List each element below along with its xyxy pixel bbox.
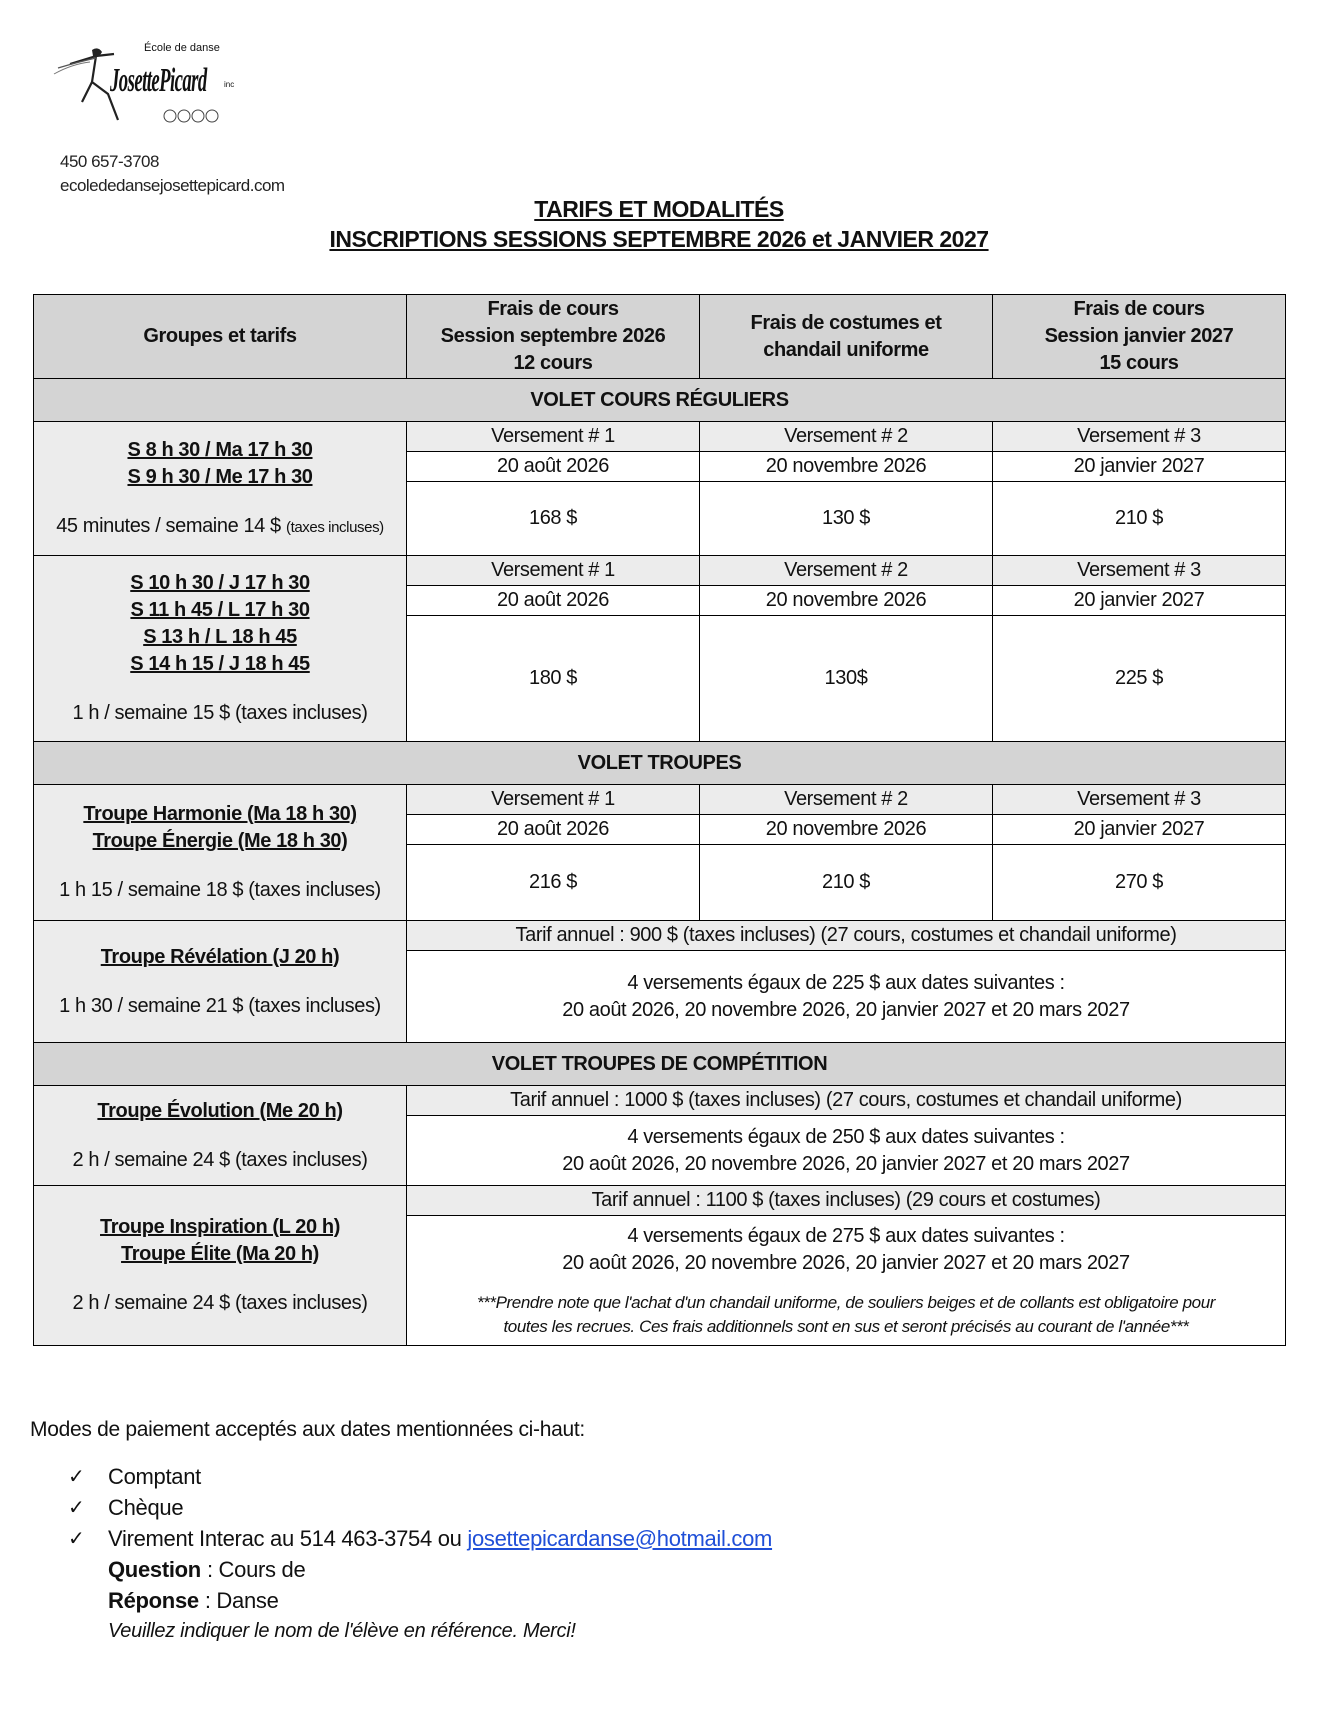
website-address: ecolededansejosettepicard.com [60, 176, 285, 195]
answer-value: : Danse [204, 1587, 279, 1613]
section-regular: VOLET COURS RÉGULIERS [34, 379, 1286, 422]
installment-date: 20 août 2026 [407, 452, 700, 482]
section-competition: VOLET TROUPES DE COMPÉTITION [34, 1043, 1286, 1086]
recruit-note: ***Prendre note que l'achat d'un chandail uniforme, de souliers beiges et de collants est obligatoire pour [476, 1292, 1216, 1312]
price-cell: 225 $ [993, 616, 1286, 742]
group-cell-troupe-1 [34, 785, 407, 921]
group-rate: 1 h / semaine 15 $ (taxes incluses) [72, 702, 368, 724]
installment-label: Versement # 1 [407, 422, 700, 452]
group-name: Troupe Évolution (Me 20 h) [97, 1099, 343, 1122]
payment-plan-dates: 20 août 2026, 20 novembre 2026, 20 janvier 2027 et 20 mars 2027 [562, 1251, 1130, 1274]
group-schedule: S 8 h 30 / Ma 17 h 30 [127, 438, 313, 461]
table-row [34, 1186, 1286, 1216]
installment-label: Versement # 2 [700, 785, 993, 815]
section-troupes: VOLET TROUPES [34, 742, 1286, 785]
group-cell-comp-1 [34, 1086, 407, 1186]
reference-note: Veuillez indiquer le nom de l'élève en référence. Merci! [108, 1620, 576, 1642]
page-subtitle: INSCRIPTIONS SESSIONS SEPTEMBRE 2026 et JANVIER 2027 [329, 226, 989, 252]
price-cell: 210 $ [700, 845, 993, 921]
installment-label: Versement # 2 [700, 556, 993, 586]
payment-cash: Comptant [108, 1463, 201, 1489]
header-jan-line: Frais de cours [1073, 298, 1205, 320]
question-value: : Cours de [206, 1556, 306, 1582]
header-costumes-line: chandail uniforme [763, 338, 929, 361]
rate-note: (taxes incluses) [285, 518, 384, 536]
group-rate: 2 h / semaine 24 $ (taxes incluses) [72, 1148, 368, 1171]
price-cell: 130$ [700, 616, 993, 742]
group-schedule: S 9 h 30 / Me 17 h 30 [127, 465, 313, 488]
rates-table [33, 294, 1286, 1346]
payment-interac: Virement Interac au 514 463-3754 ou [108, 1525, 462, 1551]
phone-number: 450 657-3708 [60, 152, 159, 171]
logo-school-label: École de danse [144, 42, 220, 54]
answer-label: Réponse [108, 1587, 199, 1613]
payment-list [68, 1461, 772, 1647]
installment-label: Versement # 1 [407, 785, 700, 815]
group-name: Troupe Révélation (J 20 h) [100, 945, 340, 968]
payment-plan-dates: 20 août 2026, 20 novembre 2026, 20 janvier 2027 et 20 mars 2027 [562, 998, 1130, 1021]
payment-plan [407, 1216, 1286, 1346]
group-name: Troupe Harmonie (Ma 18 h 30) [83, 803, 357, 825]
price-cell: 210 $ [993, 482, 1286, 556]
table-row [34, 556, 1286, 586]
recruit-note: toutes les recrues. Ces frais additionnels sont en sus et seront précisés au courant de l'année*** [503, 1316, 1189, 1336]
installment-label: Versement # 1 [407, 556, 700, 586]
installment-date: 20 janvier 2027 [993, 586, 1286, 616]
table-row [34, 921, 1286, 951]
header-jan-line: Session janvier 2027 [1044, 325, 1234, 347]
list-item [68, 1461, 772, 1492]
header-costumes-line: Frais de costumes et [750, 311, 942, 334]
installment-date: 20 janvier 2027 [993, 452, 1286, 482]
installment-date: 20 août 2026 [407, 815, 700, 845]
group-rate: 1 h 30 / semaine 21 $ (taxes incluses) [59, 994, 381, 1017]
group-rate: 1 h 15 / semaine 18 $ (taxes incluses) [59, 879, 381, 901]
list-item [68, 1492, 772, 1523]
price-cell: 216 $ [407, 845, 700, 921]
payment-intro: Modes de paiement acceptés aux dates mentionnées ci-haut: [30, 1418, 585, 1441]
price-cell: 270 $ [993, 845, 1286, 921]
payment-cheque: Chèque [108, 1494, 184, 1520]
payment-plan-line: 4 versements égaux de 250 $ aux dates suivantes : [627, 1125, 1065, 1148]
group-cell-troupe-2 [34, 921, 407, 1043]
header-sept-line: Frais de cours [487, 298, 619, 320]
header-jan-line: 15 cours [1099, 352, 1179, 374]
installment-date: 20 novembre 2026 [700, 452, 993, 482]
security-answer [68, 1585, 772, 1616]
price-cell: 180 $ [407, 616, 700, 742]
table-row [34, 785, 1286, 815]
school-logo [52, 42, 262, 132]
annual-rate: Tarif annuel : 900 $ (taxes incluses) (27 cours, costumes et chandail uniforme) [407, 921, 1286, 951]
header-costumes [700, 295, 993, 379]
payment-plan-line: 4 versements égaux de 275 $ aux dates suivantes : [627, 1224, 1065, 1247]
group-cell-comp-2 [34, 1186, 407, 1346]
annual-rate: Tarif annuel : 1100 $ (taxes incluses) (29 cours et costumes) [407, 1186, 1286, 1216]
group-name: Troupe Énergie (Me 18 h 30) [92, 830, 348, 852]
logo-school-name: JosettePicard [110, 62, 207, 99]
price-cell: 168 $ [407, 482, 700, 556]
checkmark-icon: ✓ [68, 1466, 85, 1488]
payment-plan [407, 951, 1286, 1043]
group-rate: 2 h / semaine 24 $ (taxes incluses) [72, 1292, 368, 1314]
group-schedule: S 14 h 15 / J 18 h 45 [130, 653, 310, 675]
header-jan-fees [993, 295, 1286, 379]
question-label: Question [108, 1556, 201, 1582]
email-link[interactable]: josettepicardanse@hotmail.com [467, 1525, 773, 1551]
installment-date: 20 août 2026 [407, 586, 700, 616]
group-cell-regular-1 [34, 422, 407, 556]
group-cell-regular-2 [34, 556, 407, 742]
installment-label: Versement # 3 [993, 556, 1286, 586]
header-groups: Groupes et tarifs [34, 295, 407, 379]
annual-rate: Tarif annuel : 1000 $ (taxes incluses) (27 cours, costumes et chandail uniforme) [407, 1086, 1286, 1116]
table-row [34, 422, 1286, 452]
group-rate [38, 513, 402, 541]
installment-date: 20 novembre 2026 [700, 586, 993, 616]
installment-label: Versement # 2 [700, 422, 993, 452]
payment-plan [407, 1116, 1286, 1186]
group-schedule: S 11 h 45 / L 17 h 30 [130, 599, 310, 621]
page-title: TARIFS ET MODALITÉS [534, 196, 784, 222]
table-row [34, 1086, 1286, 1116]
logo-suffix: inc [224, 80, 235, 89]
header-sept-fees [407, 295, 700, 379]
group-name: Troupe Inspiration (L 20 h) [100, 1216, 340, 1238]
installment-label: Versement # 3 [993, 785, 1286, 815]
list-item [68, 1523, 772, 1554]
checkmark-icon: ✓ [68, 1497, 85, 1519]
header-sept-line: Session septembre 2026 [440, 325, 666, 347]
price-cell: 130 $ [700, 482, 993, 556]
header-sept-line: 12 cours [513, 352, 593, 374]
table-header-row [34, 295, 1286, 379]
rate-text: 45 minutes / semaine 14 $ [56, 514, 281, 537]
group-schedule: S 10 h 30 / J 17 h 30 [130, 572, 310, 594]
group-schedule: S 13 h / L 18 h 45 [143, 626, 297, 648]
installment-date: 20 janvier 2027 [993, 815, 1286, 845]
group-name: Troupe Élite (Ma 20 h) [121, 1243, 319, 1265]
payment-plan-line: 4 versements égaux de 225 $ aux dates suivantes : [627, 971, 1065, 994]
security-question [68, 1554, 772, 1585]
payment-plan-dates: 20 août 2026, 20 novembre 2026, 20 janvier 2027 et 20 mars 2027 [562, 1152, 1130, 1175]
installment-label: Versement # 3 [993, 422, 1286, 452]
installment-date: 20 novembre 2026 [700, 815, 993, 845]
checkmark-icon: ✓ [68, 1528, 85, 1550]
